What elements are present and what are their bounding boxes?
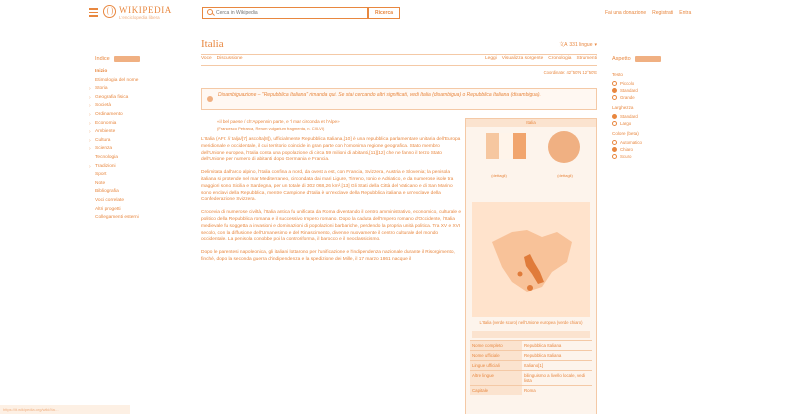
toc-item[interactable] [95,207,185,216]
search-icon [206,8,216,18]
infobox-row [470,350,592,360]
infobox-key: Nome ufficiale [470,351,522,360]
radio-option[interactable] [612,80,692,87]
status-bar-url: https://it.wikipedia.org/wiki/Ita… [0,405,130,414]
toc-item-label: Società [95,103,111,109]
chevron-down-icon: ▾ [594,41,597,48]
paragraph: Crocevia di numerose civiltà, l'Italia antica fu unificata da Roma diventando il centro amministrativo, economico, culturale e politico della Repubblica romana e il successivo Impero romano. Dopo la caduta dell'Impero romano d'Occidente, l'Italia medievale fu soggetta a invasioni e dominazioni di popolazioni barbariche, perdendo la propria unità politica. Tra XV e XVI secolo, con la diffusione dell'Umanesimo e del Rinascimento, divenne nuovamente il centro culturale del mondo occidentale. La penisola conobbe poi la controriforma, il barocco e il neoclassicismo. [201,210,462,243]
search-box[interactable] [202,7,368,19]
chevron-right-icon[interactable]: › [89,103,91,110]
radio-label: Grande [620,95,635,100]
radio-option[interactable] [612,139,692,146]
radio-icon[interactable] [612,88,617,93]
toc-item[interactable] [89,111,185,121]
language-count: 331 lingue [569,41,593,48]
toc-item[interactable] [95,172,185,181]
color-label: Colore (beta) [612,131,639,136]
radio-icon[interactable] [612,81,617,86]
page-title: Italia [201,38,224,50]
toc-item-label: Tecnologia [95,154,118,160]
flag-caption[interactable]: (dettagli) [491,173,507,178]
tab-cronologia[interactable]: Cronologia [548,56,572,61]
toc-item[interactable] [89,120,185,130]
chevron-right-icon[interactable]: › [89,94,91,101]
toc-title: Indice [95,56,110,62]
chevron-right-icon[interactable]: › [89,120,91,127]
radio-label: Piccolo [620,81,635,86]
infobox-key: Altre lingue [470,371,522,385]
width-label: Larghezza [612,105,634,110]
disambiguation-icon [207,96,213,102]
toc-item[interactable] [89,103,185,112]
radio-label: Chiaro [620,147,633,152]
infobox [465,118,597,414]
location-map[interactable] [472,202,590,317]
user-links [605,10,691,16]
text-size-label: Testo [612,72,623,77]
chevron-right-icon[interactable]: › [89,129,91,136]
flag-image[interactable] [486,133,526,159]
radio-label: Largo [620,121,632,126]
radio-option[interactable] [612,87,692,94]
radio-label: Automatico [620,140,642,145]
paragraph: L'Italia (AFI: /iˈtalja/[7] ascolta[8]), ufficialmente Repubblica Italiana,[10] è una repubblica parlamentare unitaria dell'Europa meridionale e occidentale, il cui territorio coincide in gran parte con l'omonima regione geografica. Stato membro dell'Unione europea, l'Italia conta una popolazione di circa 59 milioni di abitanti,[11][12] che ne fanno il terzo Stato dell'Unione per numero di abitanti dopo Germania e Francia. [201,137,461,163]
toc-item-label: Note [95,180,106,186]
infobox-key: Lingue ufficiali [470,361,522,370]
infobox-key: Nome completo [470,341,522,350]
chevron-right-icon[interactable]: › [89,137,91,144]
toc-item-label: Voci correlate [95,197,125,203]
coordinates[interactable]: Coordinate: 42°50′N 12°50′E [543,70,597,75]
toc-item[interactable] [89,146,185,155]
toc-item-label: Bibliografia [95,189,119,195]
toc-item-label: Cultura [95,137,111,143]
toc-item-label: Sport [95,172,107,178]
paragraph: Delimitata dall'arco alpino, l'Italia confina a nord, da ovest a est, con Francia, Svizzera, Austria e Slovenia; la penisola italiana si protende nel mar Mediterraneo, circondata dai mari Ligure, Tirreno, Ionio e Adriatico, e da numerose isole tra maggiori sono Sicilia e Sardegna, per un totale di 302 068,26 km².[13] Gli Stati della Città del Vaticano e di San Marino sono enclavi della Repubblica, mentre Campione d'Italia è un'exclave della Repubblica italiana e un'exclave della Confederazione Svizzera. [201,170,454,203]
menu-icon[interactable] [89,8,98,16]
toc-item-label: Scienza [95,146,113,152]
map-caption: L'Italia (verde scuro) nell'Unione europea (verde chiaro) [479,320,583,325]
radio-label: Standard [620,114,638,119]
infobox-row [470,385,592,395]
wikipedia-wordmark[interactable]: WIKIPEDIA [119,5,172,15]
tab-voce[interactable]: Voce [201,56,212,61]
toc-item[interactable] [95,78,185,87]
radio-icon[interactable] [612,147,617,152]
appearance-hide-button[interactable] [635,56,661,62]
toc-hide-button[interactable] [114,56,140,62]
toc-item-label: Geografia fisica [95,94,129,100]
radio-option[interactable] [612,153,692,160]
infobox-value[interactable]: Repubblica Italiana [524,343,562,348]
wikipedia-tagline: L'enciclopedia libera [119,15,160,20]
appearance-title: Aspetto [612,56,631,62]
epigraph [217,118,457,132]
article [201,38,597,393]
chevron-right-icon[interactable]: › [89,146,91,153]
toc-item[interactable] [95,198,185,207]
infobox-row [470,370,592,385]
radio-icon[interactable] [612,154,617,159]
radio-option[interactable] [612,94,692,101]
epigraph-text: «il bel paese / ch'Appennin parte, e 'l mar circonda et l'Alpe» [217,119,340,124]
header [0,0,800,26]
toc-item-label: Economia [95,120,117,126]
toc-item-label: Ambiente [95,129,116,135]
login-link[interactable]: Entra [679,10,692,16]
toc-item[interactable] [89,86,185,95]
tab-visualizza-sorgente[interactable]: Visualizza sorgente [501,56,544,61]
infobox-key: Capitale [470,386,522,395]
hatnote-text: Disambiguazione – "Repubblica Italiana" rimanda qui. Se stai cercando altri significati, vedi Italia (disambigua) o Repubblica Italiana (disambigua). [218,92,541,98]
chevron-right-icon[interactable]: › [89,163,91,170]
paragraph: Dopo le parentesi napoleonica, gli italiani lottarono per l'unificazione e l'indipendenza nazionale durante il Risorgimento, finché, dopo la seconda guerra d'indipendenza e la spedizione dei Mille, il 17 marzo 1861 nacque il [201,250,455,262]
toc-item-label: Ordinamento [95,111,123,117]
infobox-value[interactable]: Roma [524,388,536,393]
toc-item-label: Etimologia del nome [95,77,139,83]
radio-option[interactable] [612,113,692,120]
toc-item[interactable] [89,129,185,138]
radio-icon[interactable] [612,140,617,145]
infobox-row [470,340,592,350]
chevron-right-icon[interactable]: › [89,111,91,118]
toc-item-label: Altri progetti [95,206,121,212]
donate-link[interactable]: Fai una donazione [605,10,647,16]
infobox-value[interactable]: Italiano[1] [524,363,544,368]
wikipedia-globe-icon[interactable] [103,5,116,18]
language-button[interactable] [559,41,597,48]
radio-option[interactable] [612,120,692,127]
emblem-caption[interactable]: (dettagli) [557,173,573,178]
page-tabs [201,56,597,65]
infobox-row [470,360,592,370]
radio-label: Standard [620,88,638,93]
emblem-image[interactable] [548,131,580,163]
toc-item-label: Collegamenti esterni [95,215,139,221]
tab-strumenti[interactable]: Strumenti [576,56,597,61]
toc-item[interactable] [95,69,185,78]
toc-item[interactable] [95,155,185,164]
toc-item-label: Storia [95,86,108,92]
toc-item[interactable] [95,189,185,198]
toc-item[interactable] [89,163,185,173]
tab-discussione[interactable]: Discussione [216,56,243,61]
toc-item-label: Tradizioni [95,163,116,169]
chevron-right-icon[interactable]: › [89,86,91,93]
appearance-panel [612,56,692,160]
infobox-value[interactable]: bilinguismo a livello locale, vedi lista [524,373,586,383]
infobox-title: Italia [466,119,596,127]
disambiguation-note [201,88,597,110]
radio-label: Scuro [620,154,632,159]
radio-option[interactable] [612,146,692,153]
search-input[interactable] [216,10,366,16]
article-body [201,137,463,270]
infobox-value[interactable]: Repubblica Italiana [524,353,562,358]
table-of-contents [89,56,185,224]
radio-icon[interactable] [612,121,617,126]
epigraph-source: (Francesco Petrarca, Rerum vulgarium fragmenta, n. CXLVI) [217,126,325,131]
search-button[interactable]: Ricerca [368,7,400,19]
radio-icon[interactable] [612,114,617,119]
toc-item[interactable] [95,215,185,224]
tab-leggi[interactable]: Leggi [485,56,497,61]
radio-icon[interactable] [612,95,617,100]
toc-item-label: Inizio [95,69,108,74]
translate-icon: 文A [559,42,568,48]
register-link[interactable]: Registrati [652,10,674,16]
